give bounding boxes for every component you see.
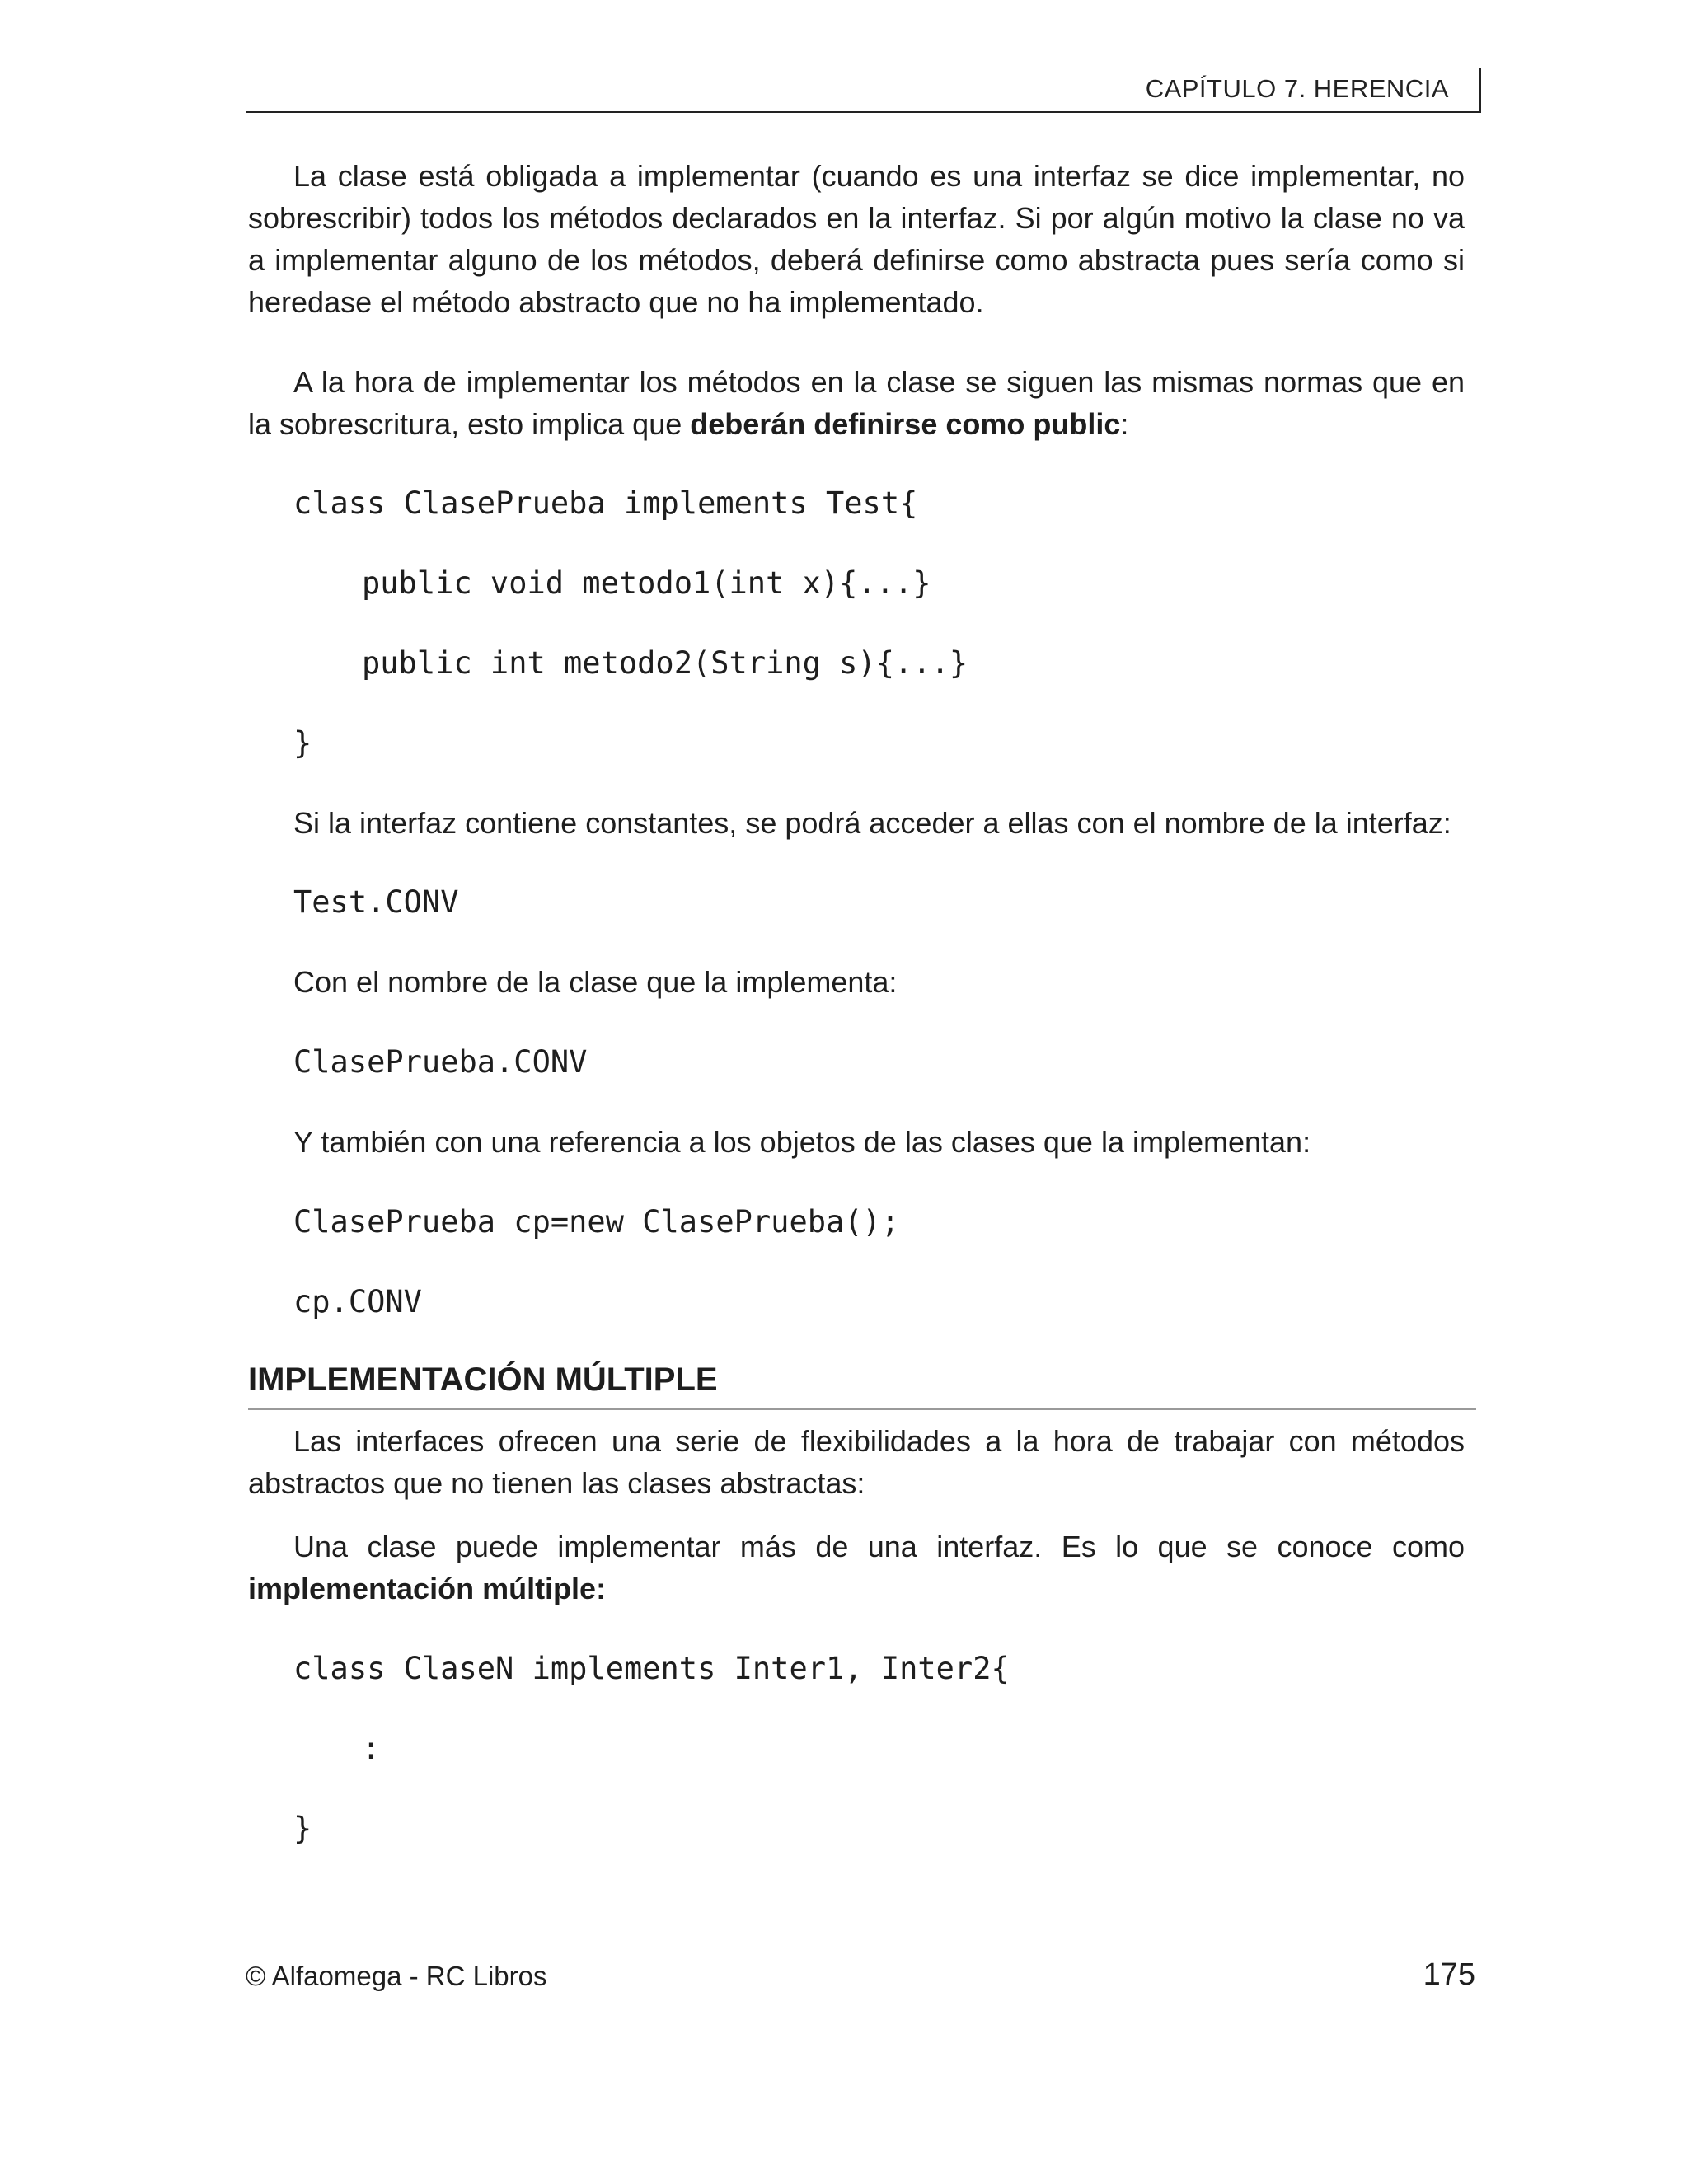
code-line: class ClasePrueba implements Test{ [293, 485, 918, 521]
paragraph-flexibility: Las interfaces ofrecen una serie de flexibilidades a la hora de trabajar con métodos abstractos que no tienen las clases abstractas: [248, 1424, 1465, 1500]
code-line: Test.CONV [293, 884, 459, 920]
code-line: ClasePrueba.CONV [293, 1044, 588, 1080]
paragraph-class-name: Con el nombre de la clase que la implementa: [293, 965, 898, 999]
code-line: : [362, 1731, 381, 1766]
paragraph-text: Una clase puede implementar más de una interfaz. Es lo que se conoce como [293, 1530, 1465, 1563]
paragraph-end: : [1120, 407, 1129, 441]
code-line: } [293, 725, 312, 761]
header-tick [1479, 68, 1481, 113]
chapter-header: CAPÍTULO 7. HERENCIA [1145, 74, 1449, 103]
paragraph-public-rule [248, 361, 1465, 445]
code-line: class ClaseN implements Inter1, Inter2{ [293, 1651, 1010, 1686]
section-heading: IMPLEMENTACIÓN MÚLTIPLE [248, 1359, 1476, 1410]
code-line: public void metodo1(int x){...} [362, 565, 931, 601]
paragraph-constants: Si la interfaz contiene constantes, se podrá acceder a ellas con el nombre de la interfaz: [293, 806, 1451, 840]
page-number: 175 [1423, 1957, 1475, 1992]
code-line: cp.CONV [293, 1284, 422, 1319]
footer-publisher: © Alfaomega - RC Libros [246, 1961, 547, 1991]
paragraph-object-reference: Y también con una referencia a los objetos de las clases que la implementan: [293, 1125, 1311, 1159]
paragraph-implementation-obligation: La clase está obligada a implementar (cuando es una interfaz se dice implementar, no sobrescribir) todos los métodos declarados en la interfaz. Si por algún motivo la clase no va a implementar alguno de los métodos, deberá definirse como abstracta pues sería como si heredase el método abstracto que no ha implementado. [248, 159, 1465, 319]
paragraph-multiple-implementation [248, 1526, 1465, 1610]
code-line: } [293, 1811, 312, 1846]
code-line: public int metodo2(String s){...} [362, 645, 968, 681]
page-content [248, 155, 1465, 1849]
paragraph-text: A la hora de implementar los métodos en la clase se siguen las mismas normas que en la sobrescritura, esto implica que [248, 365, 1465, 441]
bold-text: implementación múltiple: [248, 1572, 607, 1605]
bold-text: deberán definirse como public [690, 407, 1121, 441]
header-rule [246, 111, 1480, 113]
code-line: ClasePrueba cp=new ClasePrueba(); [293, 1204, 900, 1240]
